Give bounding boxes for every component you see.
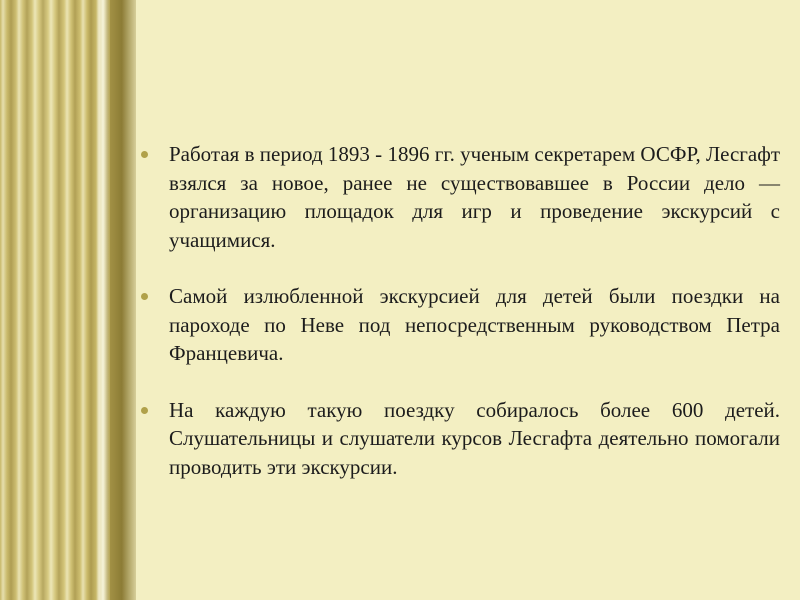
bullet-item: [136, 396, 780, 482]
bullet-dot-icon: [141, 151, 148, 158]
bullet-item: [136, 140, 780, 254]
curtain-edge: [110, 0, 136, 600]
bullet-dot-icon: [141, 293, 148, 300]
bullet-text: На каждую такую поездку собиралось более 600 детей. Слушательницы и слушатели курсов Лесгафта деятельно помогали проводить эти экскурсии.: [169, 397, 780, 479]
bullet-text: Самой излюбленной экскурсией для детей были поездки на пароходе по Неве под непосредственным руководством Петра Францевича.: [169, 284, 780, 365]
bullet-dot-icon: [141, 407, 148, 414]
bullet-text: Работая в период 1893 - 1896 гг. ученым секретарем ОСФР, Лесгафт взялся за новое, ранее не существовавшее в России дело — организацию площадок для игр и проведение экскурсий с учащимися.: [169, 142, 780, 252]
bullet-list: [136, 140, 780, 509]
curtain-highlight: [96, 0, 110, 600]
bullet-item: [136, 282, 780, 368]
